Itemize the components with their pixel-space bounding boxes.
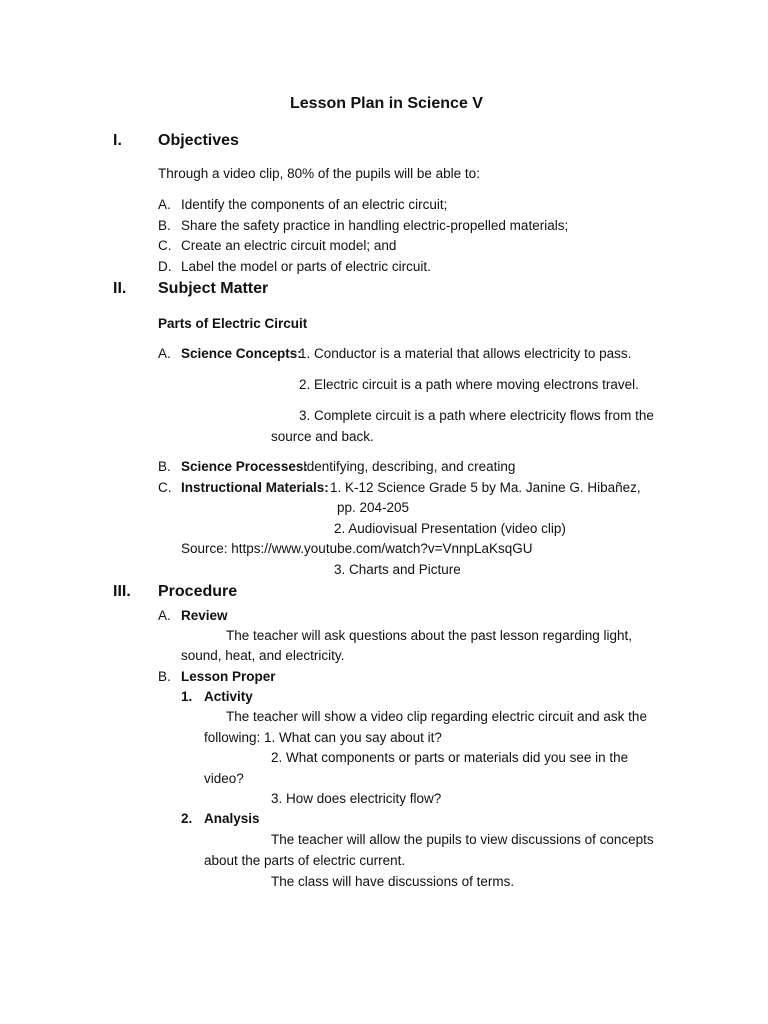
activity-label: Activity [204, 689, 253, 704]
list-marker: A. [158, 197, 171, 212]
science-concepts-label: Science Concepts: [181, 346, 302, 361]
activity-line: 3. How does electricity flow? [271, 791, 442, 806]
list-marker: B. [158, 669, 171, 684]
science-processes-text: Identifying, describing, and creating [303, 459, 516, 474]
list-marker: C. [158, 238, 172, 253]
objective-item: Create an electric circuit model; and [181, 238, 397, 253]
list-marker: 1. [181, 689, 193, 704]
list-marker: A. [158, 346, 171, 361]
page-title: Lesson Plan in Science V [290, 95, 483, 112]
analysis-line: The teacher will allow the pupils to view discussions of concepts [271, 832, 654, 847]
list-marker: B. [158, 459, 171, 474]
review-label: Review [181, 608, 228, 623]
objective-item: Identify the components of an electric circuit; [181, 197, 448, 212]
lesson-proper-label: Lesson Proper [181, 669, 276, 684]
activity-line: video? [204, 771, 244, 786]
section-number-procedure: III. [113, 583, 131, 600]
analysis-label: Analysis [204, 811, 260, 826]
list-marker: C. [158, 480, 172, 495]
objectives-intro: Through a video clip, 80% of the pupils will be able to: [158, 166, 480, 181]
analysis-line: about the parts of electric current. [204, 853, 406, 868]
concept-line: 3. Complete circuit is a path where electricity flows from the [299, 408, 654, 423]
review-line: The teacher will ask questions about the past lesson regarding light, [226, 628, 632, 643]
concept-line: 2. Electric circuit is a path where moving electrons travel. [299, 377, 639, 392]
material-source: Source: https://www.youtube.com/watch?v=VnnpLaKsqGU [181, 541, 533, 556]
list-marker: A. [158, 608, 171, 623]
section-heading-procedure: Procedure [158, 583, 238, 600]
activity-line: The teacher will show a video clip regarding electric circuit and ask the [226, 709, 647, 724]
instructional-materials-label: Instructional Materials: [181, 480, 329, 495]
material-line: pp. 204-205 [337, 500, 410, 515]
section-number-objectives: I. [113, 132, 122, 149]
list-marker: D. [158, 259, 172, 274]
subject-topic: Parts of Electric Circuit [158, 316, 308, 331]
objective-item: Share the safety practice in handling electric-propelled materials; [181, 218, 569, 233]
activity-line: 2. What components or parts or materials did you see in the [271, 750, 629, 765]
material-line: 2. Audiovisual Presentation (video clip) [334, 521, 566, 536]
material-line: 3. Charts and Picture [334, 562, 461, 577]
list-marker: 2. [181, 811, 193, 826]
list-marker: B. [158, 218, 171, 233]
concept-line: 1. Conductor is a material that allows electricity to pass. [299, 346, 632, 361]
science-processes-label: Science Processes: [181, 459, 308, 474]
section-heading-objectives: Objectives [158, 132, 239, 149]
section-heading-subject-matter: Subject Matter [158, 280, 269, 297]
objective-item: Label the model or parts of electric circuit. [181, 259, 431, 274]
material-line: 1. K-12 Science Grade 5 by Ma. Janine G. Hibañez, [330, 480, 641, 495]
analysis-line: The class will have discussions of terms. [271, 874, 515, 889]
activity-line: following: 1. What can you say about it? [204, 730, 442, 745]
review-line: sound, heat, and electricity. [181, 648, 345, 663]
concept-line: source and back. [271, 429, 374, 444]
section-number-subject-matter: II. [113, 280, 127, 297]
